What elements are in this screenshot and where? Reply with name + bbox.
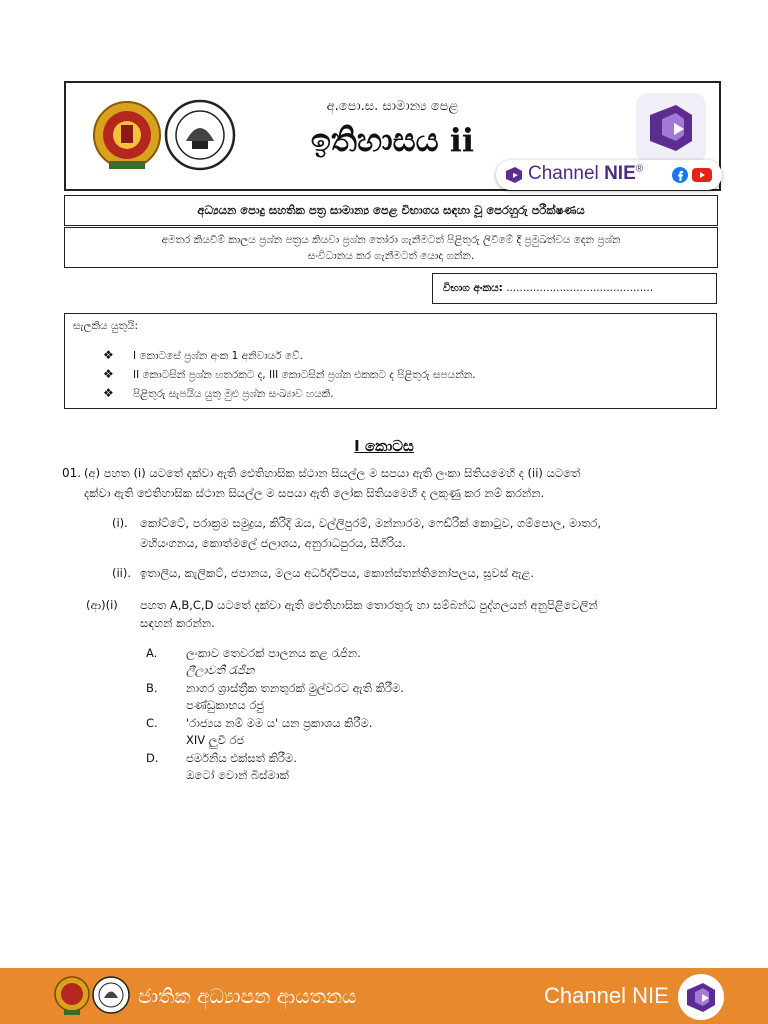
reading-time-notice xyxy=(64,227,718,268)
q1-aa-label: (ආ)(i) xyxy=(86,598,118,612)
channel-nie-logo-icon xyxy=(636,93,706,163)
q1-a-line-1: (අ) පහත (i) යටතේ දක්වා ඇති ඓතිහාසික ස්ථාන සියල්ල ම සපයා ඇති ලංකා සිතියමෙහි ද (ii) යටතේ xyxy=(84,466,581,480)
index-number-field[interactable] xyxy=(432,273,717,304)
option-letter: C. xyxy=(146,716,158,730)
q1-a-ii-line-1: ඉතාලිය, කැලිකට්, ජපානය, මලය අර්ධද්වීපය, කොන්ස්තන්තිනෝපලය, සූවස් ඇළ. xyxy=(140,566,534,580)
option-answer: පණ්ඩුකාභය රජු xyxy=(186,698,265,712)
channel-nie-mini-icon xyxy=(504,166,524,184)
instruction-item: ❖ I කොටසේ ප්‍රශ්න අංක 1 අනිවාර්ය වේ. xyxy=(103,348,303,362)
index-number-label: විභාග අංකය: xyxy=(443,282,503,294)
index-number-dots: ............................................ xyxy=(506,282,654,294)
channel-nie-logo-icon xyxy=(678,974,724,1020)
option-text: 'රාජ්‍යය නම් මම ය' යන ප්‍රකාශය කිරීම. xyxy=(186,716,373,730)
option-text: නාගර ශ්‍රාස්ත්‍රීක තනතුරක් මුල්වරට ඇති කිරීම. xyxy=(186,681,404,695)
subject-title: ඉතිහාසය ii xyxy=(310,121,475,159)
diamond-bullet-icon: ❖ xyxy=(103,348,114,362)
option-text: ලංකාව තෙවරක් පාලනය කළ රැජින. xyxy=(186,646,361,660)
footer-brand: Channel NIE xyxy=(544,983,669,1008)
q1-aa-line-1: පහත A,B,C,D යටතේ දක්වා ඇති ඓතිහාසික තොරතුරු හා සම්බන්ධ පුද්ගලයන් අනුපිළිවෙලින් xyxy=(140,598,598,612)
facebook-icon[interactable] xyxy=(672,167,688,183)
instruction-item: ❖ II කොටසින් ප්‍රශ්න හතරකට ද, III කොටසින් ප්‍රශ්න එකකට ද පිළිතුරු සපයන්න. xyxy=(103,367,476,381)
q1-a-i-line-2: මහියංගනය, කොත්මලේ ජලාශය, අනුරාධපුරය, සීගිරිය. xyxy=(140,536,406,550)
option-letter: A. xyxy=(146,646,158,660)
option-text: ජර්මනිය එක්සත් කිරීම. xyxy=(186,751,297,765)
nie-emblem-icon xyxy=(92,976,130,1014)
instructions-title: සැලකිය යුතුයි: xyxy=(73,320,139,332)
option-answer: XIV ලුවී රජ xyxy=(186,733,245,747)
instruction-item: ❖ පිළිතුරු සැපයිය යුතු මුළු ප්‍රශ්න සංඛ්‍යාව හයකි. xyxy=(103,386,334,400)
question-number: 01. xyxy=(62,466,82,480)
instructions-box xyxy=(64,313,717,409)
diamond-bullet-icon: ❖ xyxy=(103,386,114,400)
exam-level: අ.පො.ස. සාමාන්‍ය පෙළ xyxy=(326,99,459,114)
option-answer: ඔටෝ වොන් බිස්මාක් xyxy=(186,768,289,782)
option-answer: ලීලාවතී රැජින xyxy=(186,663,255,677)
notice-line-2: සංවිධානය කර ගැනීමටත් යොදා ගන්න. xyxy=(307,250,475,262)
channel-nie-text: Channel NIE® xyxy=(528,163,644,184)
institute-name: ජාතික අධ්‍යාපන ආයතනය xyxy=(138,984,357,1008)
sri-lanka-emblem-icon xyxy=(54,974,90,1016)
q1-aa-line-2: සඳහන් කරන්න. xyxy=(140,616,215,630)
option-letter: B. xyxy=(146,681,158,695)
q1-a-line-2: දක්වා ඇති ඓතිහාසික ස්ථාන සියල්ල ම සපයා ඇති ලෝක සිතියමෙහි ද ලකුණු කර නම් කරන්න. xyxy=(84,486,545,500)
section-heading: I කොටස xyxy=(354,437,414,455)
q1-a-i-label: (i). xyxy=(112,516,128,530)
notice-line-1: අමතර කියවීම් කාලය ප්‍රශ්න පත්‍රය කියවා ප්‍රශ්න තෝරා ගැනීමටත් පිළිතුරු ලිවීමේ දී ප්‍රමුඛත්වය දෙන ප්‍රශ්න xyxy=(161,234,621,246)
q1-a-ii-label: (ii). xyxy=(112,566,132,580)
q1-a-i-line-1: කෝට්ටේ, පරාක්‍රම සමුද්‍රය, කිරිදි ඔය, වල්ලිපුරම්, මන්නාරම, ෆෙඩ්රික් කොටුව, ගම්පොල, මාතර, xyxy=(140,516,602,530)
diamond-bullet-icon: ❖ xyxy=(103,367,114,381)
footer-bar xyxy=(0,968,768,1024)
option-letter: D. xyxy=(146,751,159,765)
header-box xyxy=(64,81,721,191)
channel-nie-banner xyxy=(496,160,722,190)
youtube-icon[interactable] xyxy=(692,168,712,182)
exam-title: අධ්‍යයන පොදු සහතික පත්‍ර සාමාන්‍ය පෙළ විභාගය සඳහා වූ පෙරහුරු පරීක්ෂණය xyxy=(64,195,718,226)
